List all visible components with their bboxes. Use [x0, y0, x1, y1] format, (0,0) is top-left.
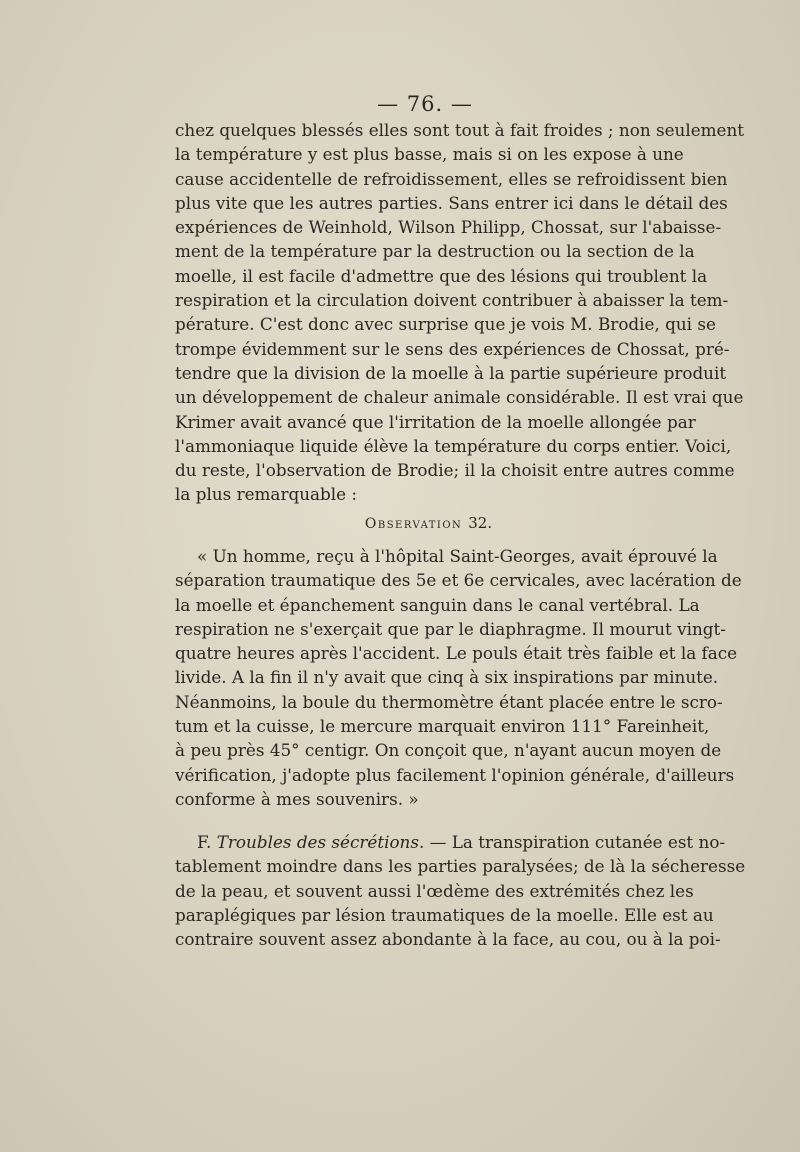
text-line: plus vite que les autres parties. Sans entrer ici dans le détail des [175, 192, 728, 213]
text-line: trompe évidemment sur le sens des expériences de Chossat, pré- [175, 338, 730, 359]
page-number: — 76. — [377, 92, 473, 116]
section-title: Troubles des sécrétions. [216, 832, 425, 852]
text-line: Krimer avait avancé que l'irritation de la moelle allongée par [175, 411, 696, 432]
observation-heading [175, 514, 682, 532]
text-line: chez quelques blessés elles sont tout à fait froides ; non seulement [175, 120, 745, 140]
text-line: de la peau, et souvent aussi l'œdème des extrémités chez les [175, 880, 694, 901]
text-line: moelle, il est facile d'admettre que des lésions qui troublent la [175, 265, 708, 286]
text-line: conforme à mes souvenirs. » [175, 788, 419, 809]
text-line: contraire souvent assez abondante à la face, au cou, ou à la poi- [175, 929, 721, 950]
text-line: pérature. C'est donc avec surprise que je vois M. Brodie, qui se [175, 314, 716, 335]
section-first-line-rest: — La transpiration cutanée est no- [424, 832, 726, 852]
text-line: respiration ne s'exerçait que par le diaphragme. Il mourut vingt- [175, 618, 726, 639]
observation-number: 32. [468, 514, 493, 532]
text-line: Néanmoins, la boule du thermomètre étant placée entre le scro- [175, 691, 723, 712]
text-line: l'ammoniaque liquide élève la température du corps entier. Voici, [175, 435, 732, 456]
text-line: la plus remarquable : [175, 484, 358, 505]
text-line: à peu près 45° centigr. On conçoit que, n'ayant aucun moyen de [175, 740, 722, 761]
text-line: un développement de chaleur animale considérable. Il est vrai que [175, 387, 744, 408]
text-line: la température y est plus basse, mais si on les expose à une [175, 144, 684, 165]
text-line: la moelle et épanchement sanguin dans le canal vertébral. La [175, 594, 700, 615]
observation-label: Observation [364, 516, 463, 532]
text-line: « Un homme, reçu à l'hôpital Saint-Georges, avait éprouvé la [197, 546, 718, 566]
text-line: respiration et la circulation doivent contribuer à abaisser la tem- [175, 290, 729, 311]
text-line: quatre heures après l'accident. Le pouls était très faible et la face [175, 643, 738, 664]
paragraph-1 [175, 118, 745, 507]
text-line: cause accidentelle de refroidissement, elles se refroidissent bien [175, 168, 728, 189]
text-line: tum et la cuisse, le mercure marquait environ 111° Fareinheit, [175, 716, 710, 737]
paragraph-2 [175, 544, 742, 811]
text-line: tablement moindre dans les parties paralysées; de là la sécheresse [175, 856, 746, 877]
text-line: paraplégiques par lésion traumatiques de la moelle. Elle est au [175, 904, 714, 925]
paragraph-3 [175, 830, 746, 951]
text-line: du reste, l'observation de Brodie; il la choisit entre autres comme [175, 460, 735, 481]
text-line: séparation traumatique des 5e et 6e cervicales, avec lacération de [175, 570, 742, 591]
text-line: ment de la température par la destruction ou la section de la [175, 241, 695, 262]
text-line-first [175, 830, 726, 854]
text-line: livide. A la fin il n'y avait que cinq à six inspirations par minute. [175, 667, 719, 688]
text-line: expériences de Weinhold, Wilson Philipp, Chossat, sur l'abaisse- [175, 217, 722, 238]
text-line: vérification, j'adopte plus facilement l'opinion générale, d'ailleurs [175, 764, 735, 785]
section-letter: F. [197, 832, 217, 852]
text-line: tendre que la division de la moelle à la partie supérieure produit [175, 362, 727, 383]
